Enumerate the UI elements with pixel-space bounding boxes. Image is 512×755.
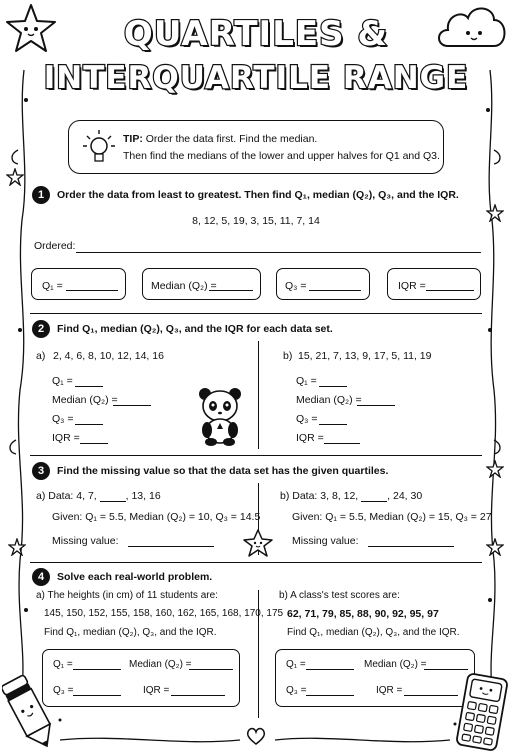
median-answer-box[interactable] xyxy=(142,268,261,300)
q3b-given: Given: Q₁ = 5.5, Median (Q₂) = 15, Q₃ = 27 xyxy=(292,511,492,523)
q4b-ask: Find Q₁, median (Q₂), Q₃, and the IQR. xyxy=(287,627,460,638)
q2b-iqr-label: IQR = xyxy=(296,432,324,444)
q4a-data: 145, 150, 152, 155, 158, 160, 162, 165, 168, 170, 175 xyxy=(44,608,284,619)
q2a-q3-label: Q₃ = xyxy=(52,413,74,425)
column-divider xyxy=(258,341,259,449)
q2b-q1-label: Q₁ = xyxy=(296,375,317,387)
q3a-data-end: , 13, 16 xyxy=(125,490,161,502)
q4b-q1-label: Q₁ = xyxy=(286,659,306,670)
q4a-q1-label: Q₁ = xyxy=(53,659,73,670)
q4a-ask: Find Q₁, median (Q₂), Q₃, and the IQR. xyxy=(44,627,217,638)
q2a-median-label: Median (Q₂) = xyxy=(52,394,118,406)
q4b-data: 62, 71, 79, 85, 88, 90, 92, 95, 97 xyxy=(287,608,439,620)
q3a-given: Given: Q₁ = 5.5, Median (Q₂) = 10, Q₃ = 14.5 xyxy=(52,511,261,523)
small-star-icon xyxy=(486,460,504,478)
q4b-median-label: Median (Q₂) = xyxy=(364,659,427,670)
section-divider xyxy=(30,313,482,314)
lightbulb-icon xyxy=(79,126,119,168)
tip-label: TIP: xyxy=(123,133,143,145)
tip-line1: Order the data first. Find the median. xyxy=(145,133,318,145)
q3a-data xyxy=(36,490,161,502)
q4a-intro: a) The heights (in cm) of 11 students are: xyxy=(36,590,218,601)
worksheet-title-line1: QUARTILES & xyxy=(123,14,389,54)
question-number-2: 2 xyxy=(32,320,50,338)
panda-icon xyxy=(196,386,244,446)
q3a-missing-answer-line[interactable] xyxy=(128,546,214,547)
q4b-iqr-label: IQR = xyxy=(376,685,403,696)
q3b-data-start: b) Data: 3, 8, 12, xyxy=(280,490,359,502)
q1-data: 8, 12, 5, 19, 3, 15, 11, 7, 14 xyxy=(192,215,320,227)
section-divider xyxy=(30,562,482,563)
question-number-4: 4 xyxy=(32,568,50,586)
q1-answer-box[interactable] xyxy=(31,268,126,300)
q3-answer-box[interactable] xyxy=(276,268,370,300)
q3a-missing-blank[interactable] xyxy=(100,501,126,502)
q2b-q1-blank[interactable] xyxy=(319,386,347,387)
iqr-answer-box[interactable] xyxy=(387,268,481,300)
q4a-median-label: Median (Q₂) = xyxy=(129,659,192,670)
q2b-median-blank[interactable] xyxy=(357,405,395,406)
question-number-1: 1 xyxy=(32,186,50,204)
q4b-answer-box[interactable] xyxy=(275,649,475,707)
q4a-iqr-label: IQR = xyxy=(143,685,170,696)
q4b-q3-label: Q₃ = xyxy=(286,685,307,696)
tip-line2: Then find the medians of the lower and upper halves for Q1 and Q3. xyxy=(123,150,440,162)
q4b-intro: b) A class's test scores are: xyxy=(279,590,400,601)
q2-instruction: Find Q₁, median (Q₂), Q₃, and the IQR for each data set. xyxy=(57,323,333,335)
q2a-iqr-label: IQR = xyxy=(52,432,80,444)
q2a-q1-label: Q₁ = xyxy=(52,375,73,387)
tip-box xyxy=(68,120,444,174)
q2a-label: a) xyxy=(36,350,46,362)
q3-instruction: Find the missing value so that the data set has the given quartiles. xyxy=(57,465,389,477)
star-face-icon xyxy=(242,528,274,558)
q3b-data xyxy=(280,490,422,502)
ordered-label: Ordered: xyxy=(34,240,76,252)
q3b-missing-blank[interactable] xyxy=(361,501,387,502)
question-number-3: 3 xyxy=(32,462,50,480)
q1-instruction: Order the data from least to greatest. Then find Q₁, median (Q₂), Q₃, and the IQR. xyxy=(57,189,459,201)
q2b-q3-label: Q₃ = xyxy=(296,413,318,425)
q2a-data: 2, 4, 6, 8, 10, 12, 14, 16 xyxy=(53,350,164,362)
small-star-icon xyxy=(6,168,24,186)
q3b-missing-label: Missing value: xyxy=(292,535,359,547)
q2a-q3-blank[interactable] xyxy=(75,424,103,425)
q2a-q1-blank[interactable] xyxy=(75,386,103,387)
q2b-label: b) xyxy=(283,350,293,362)
small-star-icon xyxy=(8,538,26,556)
small-star-icon xyxy=(486,538,504,556)
q2b-q3-blank[interactable] xyxy=(319,424,347,425)
section-divider xyxy=(30,455,482,456)
q4a-q3-label: Q₃ = xyxy=(53,685,74,696)
median-box-label: Median (Q₂) = xyxy=(151,280,217,292)
q3b-data-end: , 24, 30 xyxy=(387,490,423,502)
q2a-median-blank[interactable] xyxy=(113,405,151,406)
worksheet-title-line2: INTERQUARTILE RANGE xyxy=(43,60,469,96)
q3a-missing-label: Missing value: xyxy=(52,535,119,547)
q3-box-label: Q₃ = xyxy=(285,280,307,292)
q2b-data: 15, 21, 7, 13, 9, 17, 5, 11, 19 xyxy=(298,350,432,362)
q4-instruction: Solve each real-world problem. xyxy=(57,571,213,583)
q3a-data-start: a) Data: 4, 7, xyxy=(36,490,97,502)
q2b-median-label: Median (Q₂) = xyxy=(296,394,362,406)
q4a-answer-box[interactable] xyxy=(42,649,240,707)
calculator-face-icon xyxy=(456,672,508,752)
q2b-iqr-blank[interactable] xyxy=(324,443,360,444)
q2a-iqr-blank[interactable] xyxy=(80,443,108,444)
iqr-box-label: IQR = xyxy=(398,280,426,292)
q1-box-label: Q₁ = xyxy=(42,280,63,292)
heart-icon xyxy=(245,726,267,746)
pencil-face-icon xyxy=(2,670,58,754)
q3b-missing-answer-line[interactable] xyxy=(368,546,454,547)
ordered-answer-line[interactable] xyxy=(76,252,481,253)
